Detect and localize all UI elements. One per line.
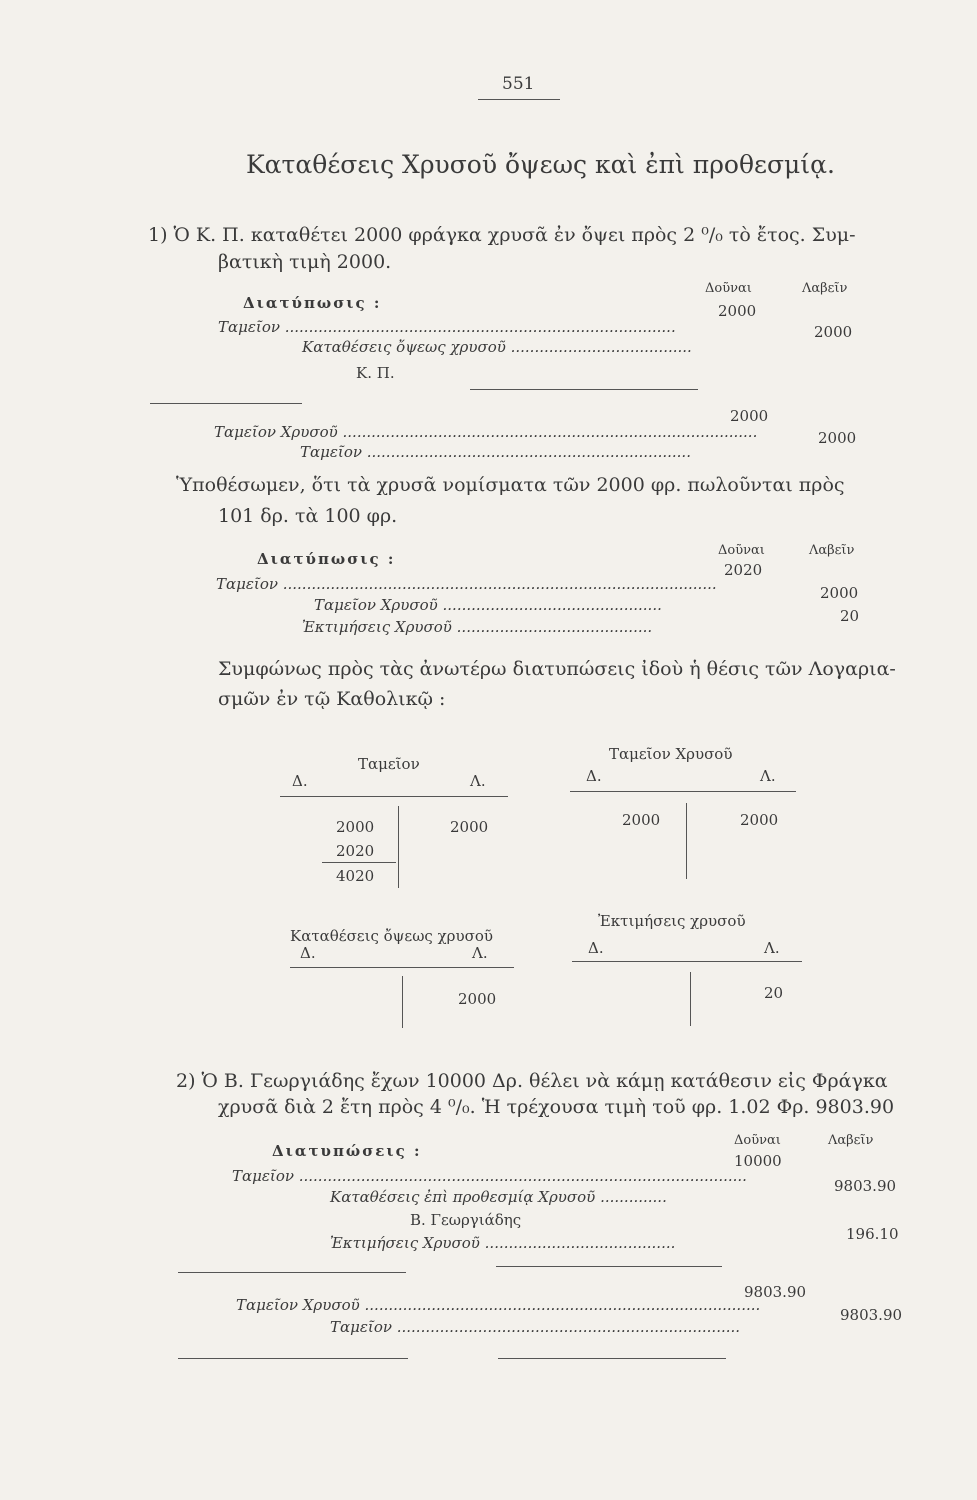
- ledger-center-rule: [398, 806, 399, 888]
- ledger-credit-side-label: Λ.: [760, 767, 776, 785]
- ledger-credit-entry: 20: [764, 984, 784, 1002]
- ledger-debit-entry: 2020: [336, 842, 375, 860]
- ledger-top-rule: [280, 796, 508, 797]
- journal-entry-debit: Ταμεῖον Χρυσοῦ ...................................................................................: [236, 1296, 761, 1314]
- journal-entry-person: Β. Γεωργιάδης: [410, 1211, 522, 1229]
- journal-entry-credit: Καταθέσεις ἐπὶ προθεσμίᾳ Χρυσοῦ ..............: [330, 1188, 667, 1206]
- example-1-line-1: 1) Ὁ Κ. Π. καταθέτει 2000 φράγκα χρυσᾶ ἐν ὄψει πρὸς 2 ⁰/₀ τὸ ἔτος. Συμ-: [148, 224, 856, 246]
- column-credit-header: Λαβεῖν: [828, 1133, 874, 1148]
- ledger-top-rule: [290, 967, 514, 968]
- journal-entry-credit-amount: 20: [840, 607, 860, 625]
- separator-rule: [470, 389, 698, 390]
- journal-entry-person: Κ. Π.: [356, 364, 395, 382]
- ledger-account-title: Καταθέσεις ὄψεως χρυσοῦ: [290, 927, 494, 945]
- journal-entry-credit-amount: 2000: [818, 429, 857, 447]
- ledger-center-rule: [690, 972, 691, 1026]
- ledger-top-rule: [572, 961, 802, 962]
- journal-entry-debit: Ταμεῖον ...........................................................................................: [216, 575, 717, 593]
- ledger-account-title: Ἐκτιμήσεις χρυσοῦ: [598, 912, 746, 930]
- ledger-debit-entry: 2000: [336, 818, 375, 836]
- paragraph-line: 101 δρ. τὰ 100 φρ.: [218, 505, 398, 527]
- ledger-debit-side-label: Δ.: [586, 767, 602, 785]
- journal-entry-credit-amount: 9803.90: [840, 1306, 903, 1324]
- paragraph-line: Συμφώνως πρὸς τὰς ἀνωτέρω διατυπώσεις ἰδοὺ ἡ θέσις τῶν Λογαρια-: [218, 658, 896, 680]
- ledger-credit-entry: 2000: [450, 818, 489, 836]
- journal-entry-credit: Καταθέσεις ὄψεως χρυσοῦ ......................................: [302, 338, 692, 356]
- journal-heading: Διατυπώσεις :: [272, 1142, 422, 1160]
- ledger-debit-entry: 2000: [622, 811, 661, 829]
- column-debit-header: Δοῦναι: [718, 543, 765, 558]
- example-2-line-2: χρυσᾶ διὰ 2 ἔτη πρὸς 4 ⁰/₀. Ἡ τρέχουσα τιμὴ τοῦ φρ. 1.02 Φρ. 9803.90: [218, 1096, 895, 1118]
- separator-rule: [178, 1358, 408, 1359]
- journal-entry-debit-amount: 2020: [724, 561, 763, 579]
- ledger-credit-side-label: Λ.: [764, 939, 780, 957]
- journal-entry-debit: Ταμεῖον Χρυσοῦ .......................................................................................: [214, 423, 758, 441]
- separator-rule: [498, 1358, 726, 1359]
- journal-entry-credit-amount: 2000: [820, 584, 859, 602]
- journal-entry-credit-amount: 196.10: [846, 1225, 899, 1243]
- journal-entry-credit: Ταμεῖον Χρυσοῦ ..............................................: [314, 596, 662, 614]
- journal-heading: Διατύπωσις :: [243, 294, 382, 312]
- journal-entry-credit-amount: 9803.90: [834, 1177, 897, 1195]
- ledger-credit-entry: 2000: [740, 811, 779, 829]
- ledger-debit-side-label: Δ.: [292, 772, 308, 790]
- example-2-line-1: 2) Ὁ Β. Γεωργιάδης ἔχων 10000 Δρ. θέλει νὰ κάμῃ κατάθεσιν εἰς Φράγκα: [176, 1070, 888, 1092]
- journal-entry-debit: Ταμεῖον ..................................................................................: [218, 318, 676, 336]
- ledger-credit-entry: 2000: [458, 990, 497, 1008]
- column-debit-header: Δοῦναι: [734, 1133, 781, 1148]
- journal-heading: Διατύπωσις :: [257, 550, 396, 568]
- ledger-account-title: Ταμεῖον Χρυσοῦ: [609, 745, 733, 763]
- ledger-center-rule: [402, 976, 403, 1028]
- journal-entry-credit: Ταμεῖον ....................................................................: [300, 443, 691, 461]
- journal-entry-debit-amount: 2000: [718, 302, 757, 320]
- ledger-sum-rule: [322, 862, 396, 863]
- journal-entry-debit-amount: 2000: [730, 407, 769, 425]
- page-number-rule: [478, 99, 560, 100]
- column-credit-header: Λαβεῖν: [802, 281, 848, 296]
- ledger-account-title: Ταμεῖον: [358, 755, 420, 773]
- column-credit-header: Λαβεῖν: [809, 543, 855, 558]
- journal-entry-debit: Ταμεῖον ..............................................................................................: [232, 1167, 747, 1185]
- journal-entry-debit-amount: 10000: [734, 1152, 782, 1170]
- separator-rule: [150, 403, 302, 404]
- ledger-debit-total: 4020: [336, 867, 375, 885]
- separator-rule: [496, 1266, 722, 1267]
- separator-rule: [178, 1272, 406, 1273]
- page-title: Καταθέσεις Χρυσοῦ ὄψεως καὶ ἐπὶ προθεσμίᾳ.: [246, 150, 835, 179]
- journal-entry-credit: Ταμεῖον ........................................................................: [330, 1318, 741, 1336]
- paragraph-line: Ὑποθέσωμεν, ὅτι τὰ χρυσᾶ νομίσματα τῶν 2000 φρ. πωλοῦνται πρὸς: [176, 474, 845, 496]
- ledger-debit-side-label: Δ.: [588, 939, 604, 957]
- ledger-credit-side-label: Λ.: [472, 944, 488, 962]
- column-debit-header: Δοῦναι: [705, 281, 752, 296]
- paragraph-line: σμῶν ἐν τῷ Καθολικῷ :: [218, 688, 446, 710]
- journal-entry-credit-amount: 2000: [814, 323, 853, 341]
- example-1-line-2: βατικὴ τιμὴ 2000.: [218, 251, 392, 273]
- page-number: 551: [502, 74, 535, 94]
- ledger-credit-side-label: Λ.: [470, 772, 486, 790]
- journal-entry-credit: Ἐκτιμήσεις Χρυσοῦ .........................................: [302, 618, 653, 636]
- ledger-debit-side-label: Δ.: [300, 944, 316, 962]
- journal-entry-debit-amount: 9803.90: [744, 1283, 807, 1301]
- ledger-top-rule: [570, 791, 796, 792]
- ledger-center-rule: [686, 803, 687, 879]
- journal-entry-credit: Ἐκτιμήσεις Χρυσοῦ ........................................: [330, 1234, 676, 1252]
